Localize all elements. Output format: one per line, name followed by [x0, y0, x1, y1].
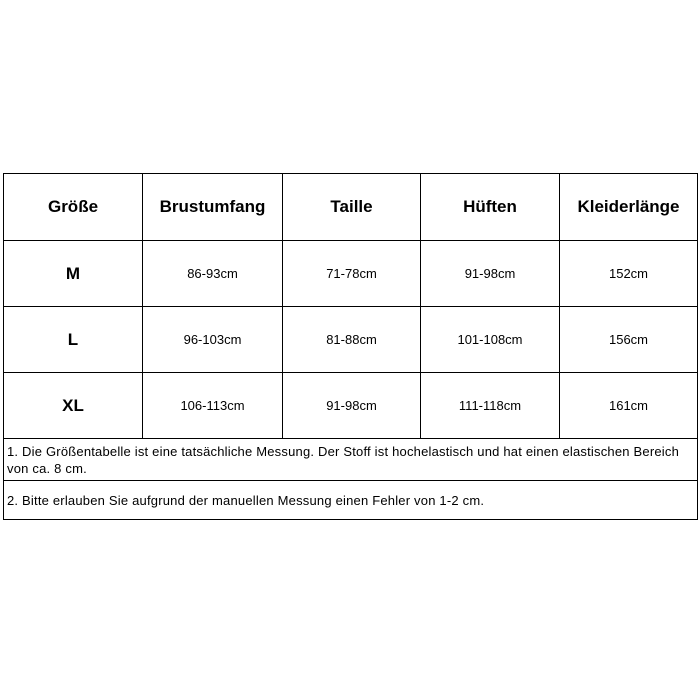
size-chart-table	[3, 173, 698, 520]
size-cell: L	[4, 307, 143, 373]
bust-cell: 96-103cm	[143, 307, 283, 373]
table-row-xl	[4, 373, 698, 439]
header-hips: Hüften	[421, 174, 560, 241]
waist-cell: 81-88cm	[283, 307, 421, 373]
bust-cell: 86-93cm	[143, 241, 283, 307]
table-row-l	[4, 307, 698, 373]
waist-cell: 71-78cm	[283, 241, 421, 307]
header-waist: Taille	[283, 174, 421, 241]
size-cell: XL	[4, 373, 143, 439]
note-row-tolerance	[4, 481, 698, 520]
header-size: Größe	[4, 174, 143, 241]
bust-cell: 106-113cm	[143, 373, 283, 439]
header-bust: Brustumfang	[143, 174, 283, 241]
note-elasticity: 1. Die Größentabelle ist eine tatsächliche Messung. Der Stoff ist hochelastisch und hat einen elastischen Bereich von ca. 8 cm.	[4, 439, 698, 481]
hips-cell: 111-118cm	[421, 373, 560, 439]
note-row-elasticity	[4, 439, 698, 481]
dress-length-cell: 156cm	[560, 307, 698, 373]
hips-cell: 101-108cm	[421, 307, 560, 373]
dress-length-cell: 161cm	[560, 373, 698, 439]
waist-cell: 91-98cm	[283, 373, 421, 439]
header-dress-length: Kleiderlänge	[560, 174, 698, 241]
table-header-row	[4, 174, 698, 241]
hips-cell: 91-98cm	[421, 241, 560, 307]
size-cell: M	[4, 241, 143, 307]
table-row-m	[4, 241, 698, 307]
note-tolerance: 2. Bitte erlauben Sie aufgrund der manuellen Messung einen Fehler von 1-2 cm.	[4, 481, 698, 520]
dress-length-cell: 152cm	[560, 241, 698, 307]
